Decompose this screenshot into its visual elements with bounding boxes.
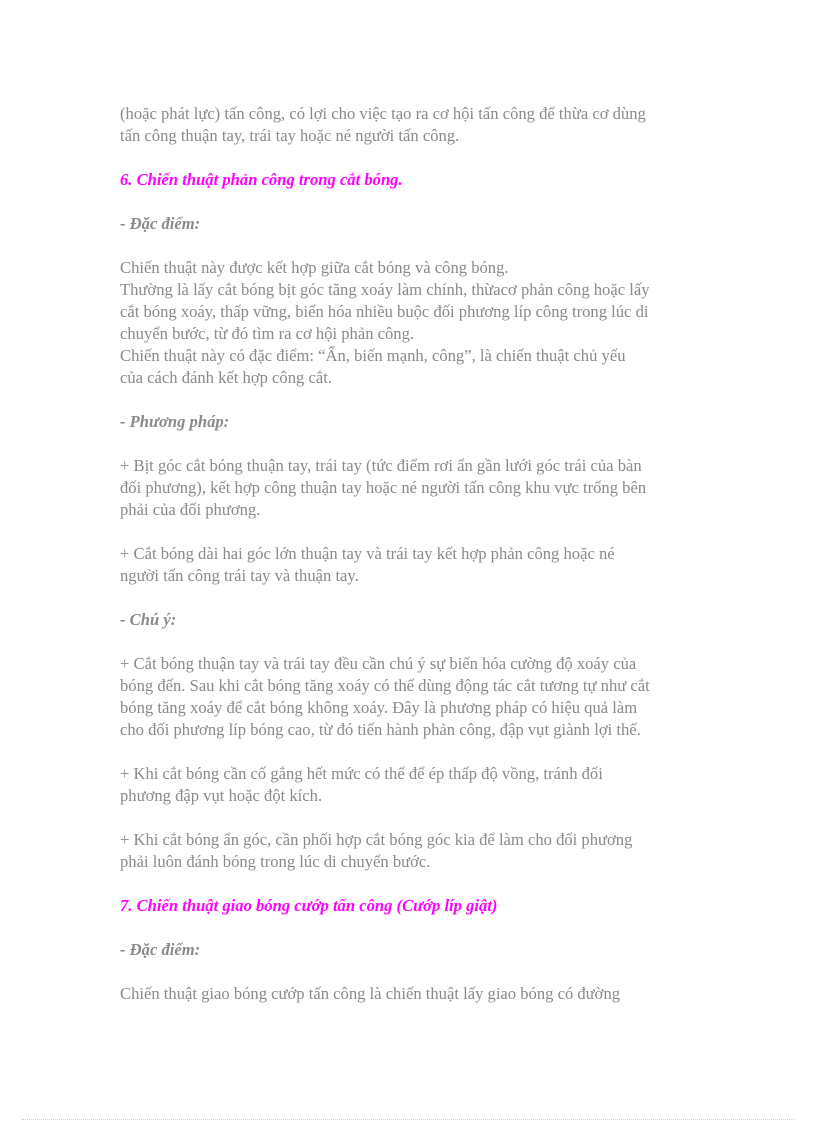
paragraph xyxy=(120,257,705,389)
text-line: + Cắt bóng thuận tay và trái tay đều cần chú ý sự biến hóa cường độ xoáy của xyxy=(120,654,637,673)
text-line: cho đối phương líp bóng cao, từ đó tiến hành phản công, đập vụt giành lợi thế. xyxy=(120,720,641,739)
subheading-features: - Đặc điểm: xyxy=(120,940,201,959)
page-bottom-divider xyxy=(22,1119,794,1120)
section-heading-7: 7. Chiến thuật giao bóng cướp tấn công (Cướp líp giật) xyxy=(120,896,498,915)
text-line: + Khi cắt bóng ẩn góc, cần phối hợp cắt bóng góc kia để làm cho đối phương xyxy=(120,830,633,849)
paragraph xyxy=(120,455,705,521)
text-line: Chiến thuật này có đặc điểm: “Ẩn, biến mạnh, công”, là chiến thuật chủ yếu xyxy=(120,346,626,365)
subheading-note: - Chú ý: xyxy=(120,610,177,629)
text-line: bóng tăng xoáy để cắt bóng không xoáy. Đây là phương pháp có hiệu quả làm xyxy=(120,698,638,717)
text-line: phải luôn đánh bóng trong lúc di chuyển bước. xyxy=(120,852,431,871)
subheading-method: - Phương pháp: xyxy=(120,412,230,431)
text-line: phương đập vụt hoặc đột kích. xyxy=(120,786,323,805)
subheading-features: - Đặc điểm: xyxy=(120,214,201,233)
paragraph xyxy=(120,653,705,741)
paragraph xyxy=(120,103,705,147)
text-line: của cách đánh kết hợp công cắt. xyxy=(120,368,332,387)
text-line: + Khi cắt bóng cần cố gắng hết mức có thể để ép thấp độ vồng, tránh đối xyxy=(120,764,603,783)
text-line: chuyển bước, từ đó tìm ra cơ hội phản công. xyxy=(120,324,415,343)
text-line: cắt bóng xoáy, thấp vững, biến hóa nhiều buộc đối phương líp công trong lúc di xyxy=(120,302,649,321)
text-line: Chiến thuật này được kết hợp giữa cắt bóng và công bóng. xyxy=(120,258,509,277)
text-line: + Bịt góc cắt bóng thuận tay, trái tay (tức điểm rơi ẩn gần lưới góc trái của bàn xyxy=(120,456,642,475)
paragraph xyxy=(120,829,705,873)
text-line: Thường là lấy cắt bóng bịt góc tăng xoáy làm chính, thừacơ phản công hoặc lấy xyxy=(120,280,650,299)
text-line: tấn công thuận tay, trái tay hoặc né người tấn công. xyxy=(120,126,460,145)
paragraph xyxy=(120,763,705,807)
text-line: + Cắt bóng dài hai góc lớn thuận tay và trái tay kết hợp phản công hoặc né xyxy=(120,544,615,563)
section-heading-6: 6. Chiến thuật phản công trong cắt bóng. xyxy=(120,170,403,189)
text-line: người tấn công trái tay và thuận tay. xyxy=(120,566,359,585)
text-line: Chiến thuật giao bóng cướp tấn công là chiến thuật lấy giao bóng có đường xyxy=(120,984,621,1003)
text-line: (hoặc phát lực) tấn công, có lợi cho việc tạo ra cơ hội tấn công để thừa cơ dùng xyxy=(120,104,646,123)
text-line: phải của đối phương. xyxy=(120,500,261,519)
page-content xyxy=(120,103,705,1005)
text-line: đối phương), kết hợp công thuận tay hoặc né người tấn công khu vực trống bên xyxy=(120,478,647,497)
paragraph xyxy=(120,983,705,1005)
paragraph xyxy=(120,543,705,587)
text-line: bóng đến. Sau khi cắt bóng tăng xoáy có thể dùng động tác cắt tương tự như cắt xyxy=(120,676,650,695)
